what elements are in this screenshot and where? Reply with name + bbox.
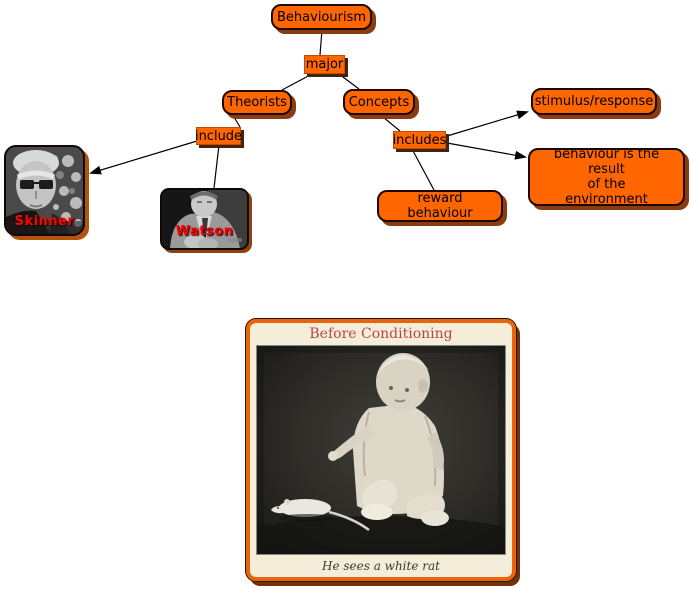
photo-node-little-albert[interactable]	[246, 319, 516, 581]
link-theorists-include	[234, 117, 240, 127]
little-albert-photo	[256, 345, 506, 555]
watson-portrait-illustration	[162, 190, 247, 248]
concept-label: stimulus/response	[534, 94, 654, 109]
link-major-theorists	[282, 74, 312, 90]
concept-node-stimulus-response[interactable]	[531, 88, 657, 115]
linking-phrase-include[interactable]	[196, 127, 241, 145]
concept-node-behaviourism[interactable]	[271, 4, 372, 30]
link-include-watson	[214, 145, 219, 188]
concept-node-concepts[interactable]	[343, 89, 415, 115]
frame-title: Before Conditioning	[309, 326, 453, 342]
photo-node-watson[interactable]	[160, 188, 249, 250]
linking-label: includes	[392, 132, 447, 148]
concept-node-behaviour-environment[interactable]	[528, 148, 685, 206]
link-major-concepts	[339, 74, 359, 89]
photo-caption-skinner: Skinner	[14, 214, 75, 229]
concept-label: Theorists	[227, 95, 287, 110]
concept-label: Behaviourism	[277, 9, 367, 25]
concept-label: behaviour is the result of the environment	[553, 147, 660, 207]
linking-label: include	[194, 128, 243, 144]
little-albert-illustration	[257, 346, 505, 554]
concept-label: reward behaviour	[407, 191, 473, 221]
linking-phrase-major[interactable]	[304, 55, 345, 74]
photo-node-skinner[interactable]	[4, 145, 85, 236]
linking-label: major	[305, 57, 344, 72]
concept-node-reward-behaviour[interactable]	[377, 190, 503, 222]
link-behaviourism-major	[320, 30, 322, 55]
photo-caption-watson: Watson	[175, 224, 234, 239]
link-includes-stimulus	[447, 112, 527, 136]
link-includes-reward	[412, 149, 434, 190]
link-includes-behaviour	[447, 143, 525, 157]
link-include-skinner	[91, 141, 197, 173]
concept-label: Concepts	[348, 94, 410, 110]
concept-node-theorists[interactable]	[222, 90, 292, 115]
linking-phrase-includes[interactable]	[393, 131, 446, 149]
frame-caption: He sees a white rat	[322, 559, 440, 573]
link-concepts-includes	[383, 117, 400, 131]
